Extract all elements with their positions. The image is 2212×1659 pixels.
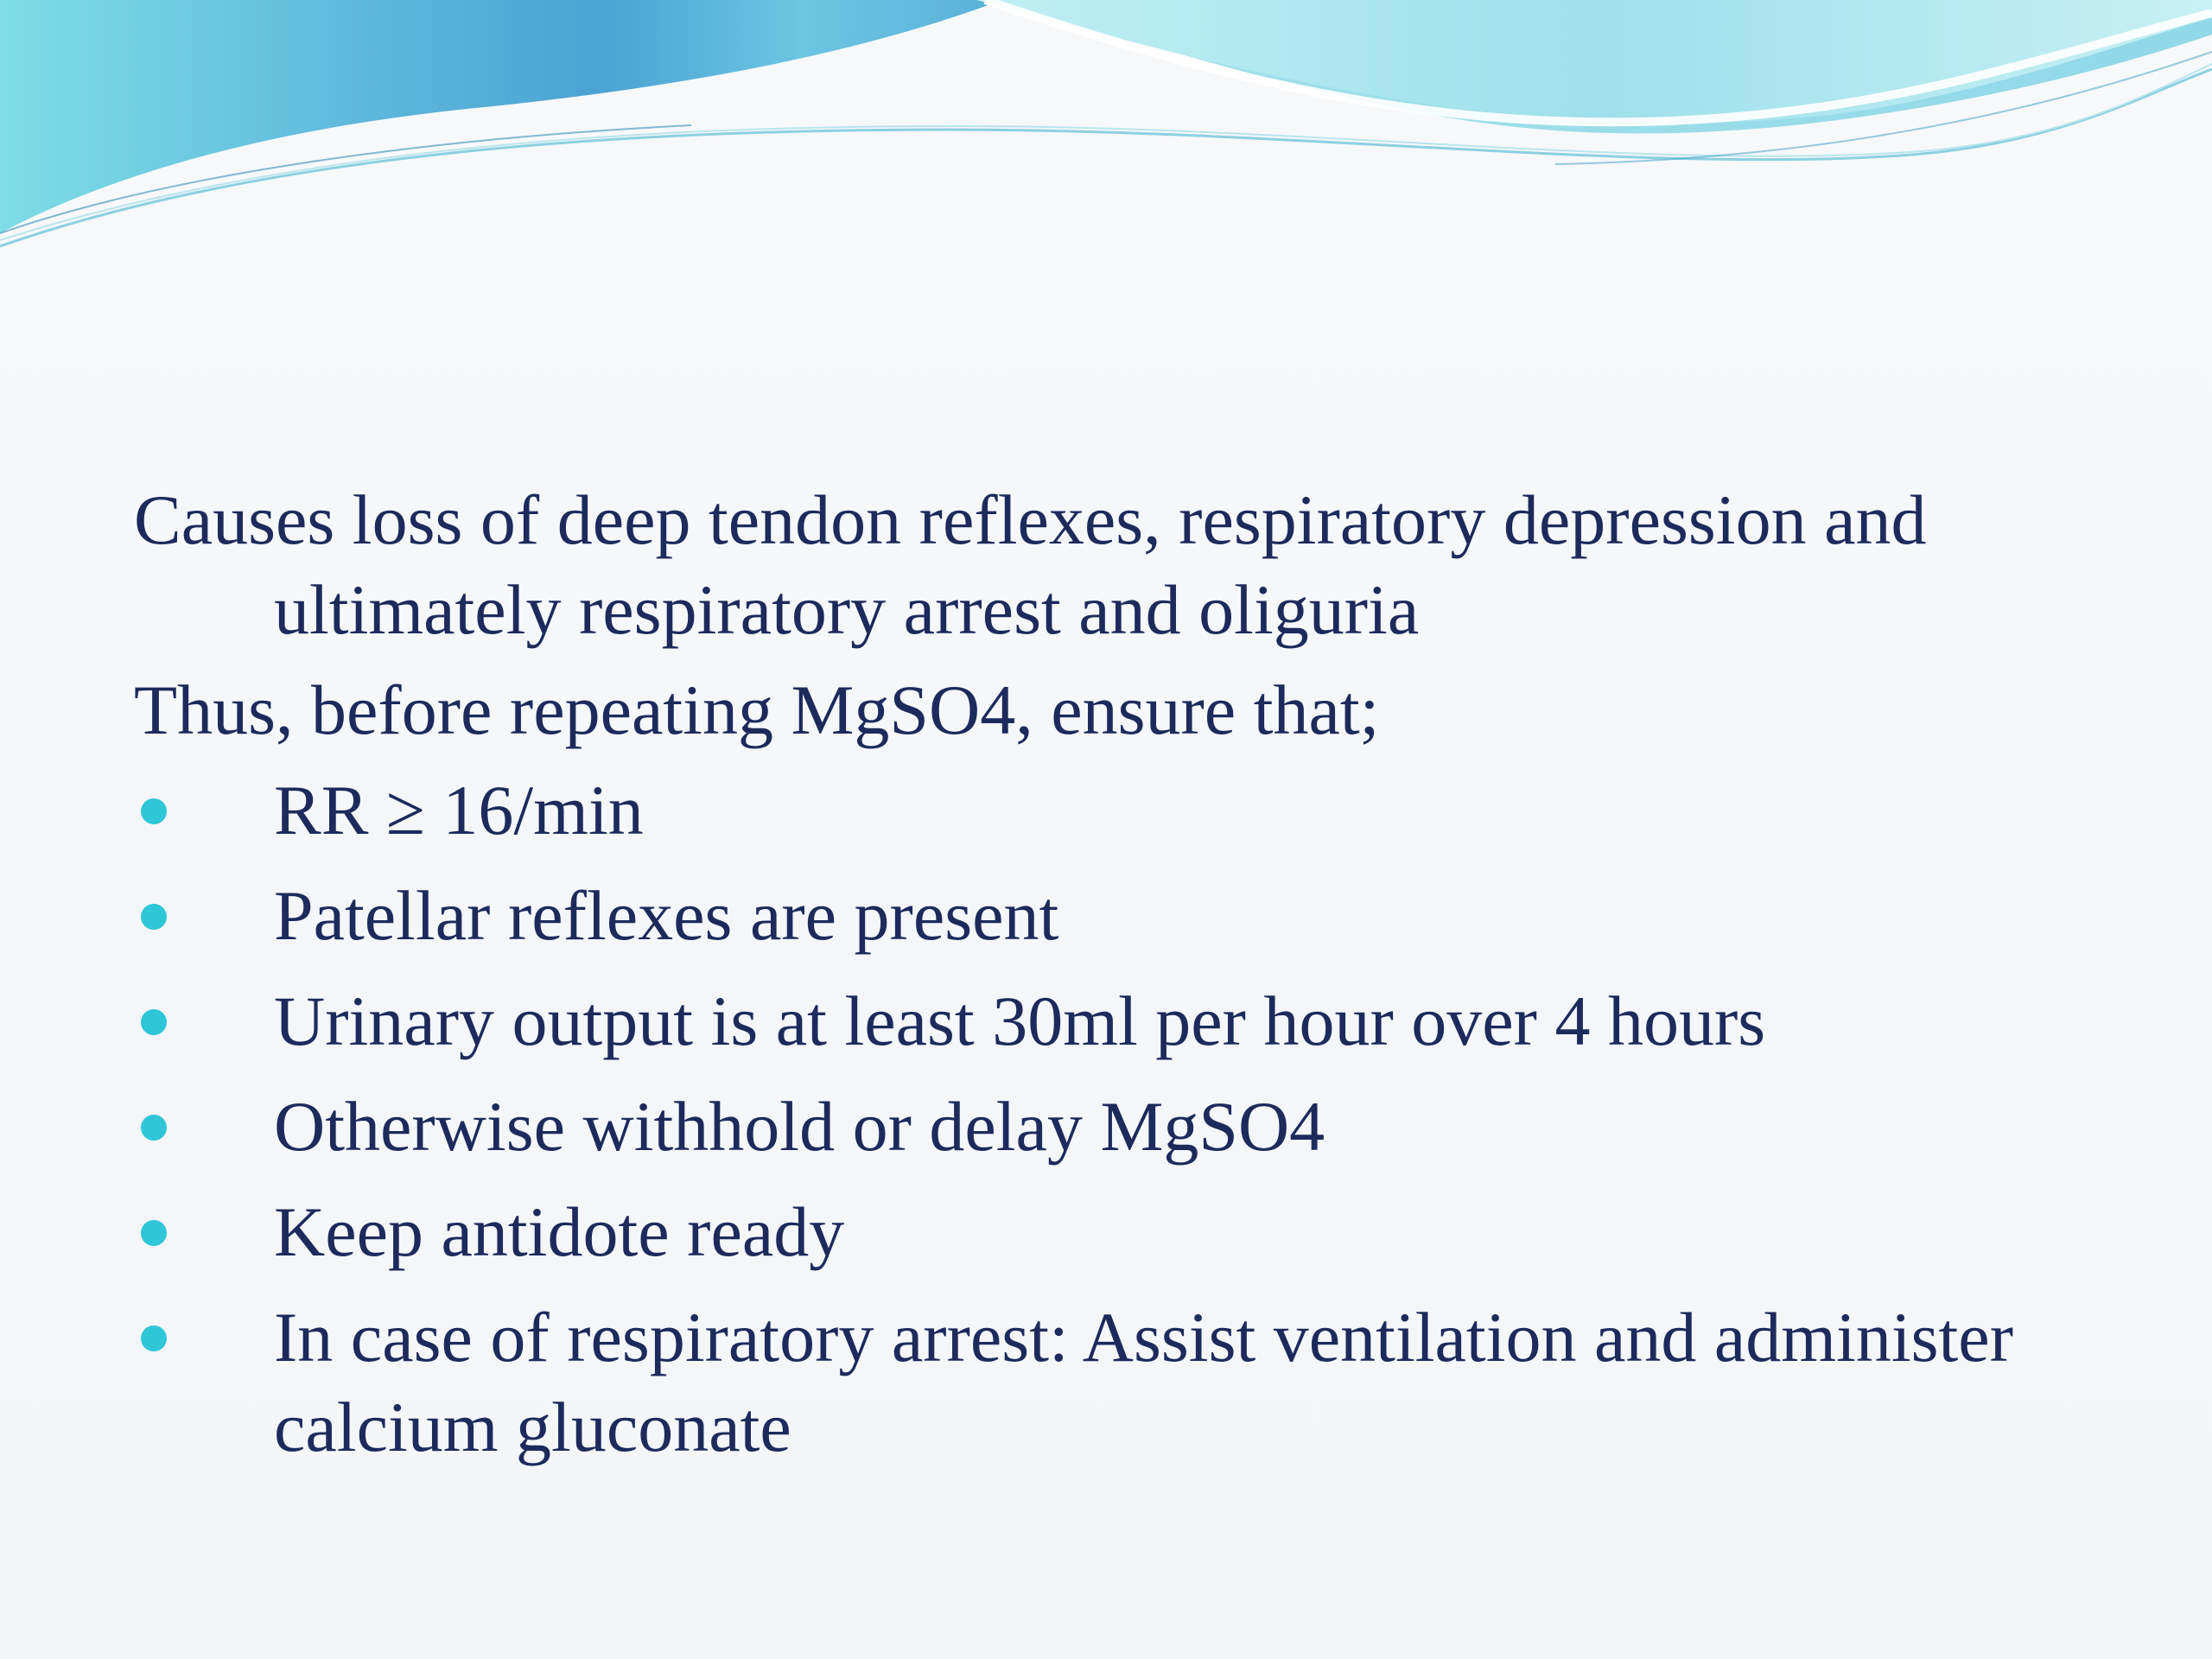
list-item-text: RR ≥ 16/min [274, 771, 644, 849]
list-item [134, 1293, 2121, 1472]
bullet-icon [141, 1115, 167, 1141]
list-item [134, 1187, 2121, 1277]
list-item-text: Urinary output is at least 30ml per hour over 4 hours [274, 982, 1766, 1060]
list-item-text: In case of respiratory arrest: Assist ventilation and administer calcium gluconate [274, 1298, 2014, 1466]
list-item-text: Keep antidote ready [274, 1192, 845, 1271]
intro-paragraph: Causes loss of deep tendon reflexes, respiratory depression and ultimately respiratory arrest and oliguria [134, 480, 1927, 649]
list-item [134, 766, 2121, 855]
bullet-icon [141, 1325, 167, 1351]
checklist [134, 766, 2121, 1472]
list-item-text: Otherwise withhold or delay MgSO4 [274, 1087, 1325, 1166]
slide-body [134, 475, 2121, 1488]
list-item [134, 1082, 2121, 1172]
list-item [134, 976, 2121, 1066]
bullet-icon [141, 798, 167, 824]
intro-paragraph: Thus, before repeating MgSO4, ensure that; [134, 671, 1380, 749]
list-item [134, 871, 2121, 961]
header-wave-decoration [0, 0, 2212, 259]
bullet-icon [141, 1009, 167, 1035]
bullet-icon [141, 1220, 167, 1246]
list-item-text: Patellar reflexes are present [274, 876, 1059, 955]
bullet-icon [141, 904, 167, 930]
